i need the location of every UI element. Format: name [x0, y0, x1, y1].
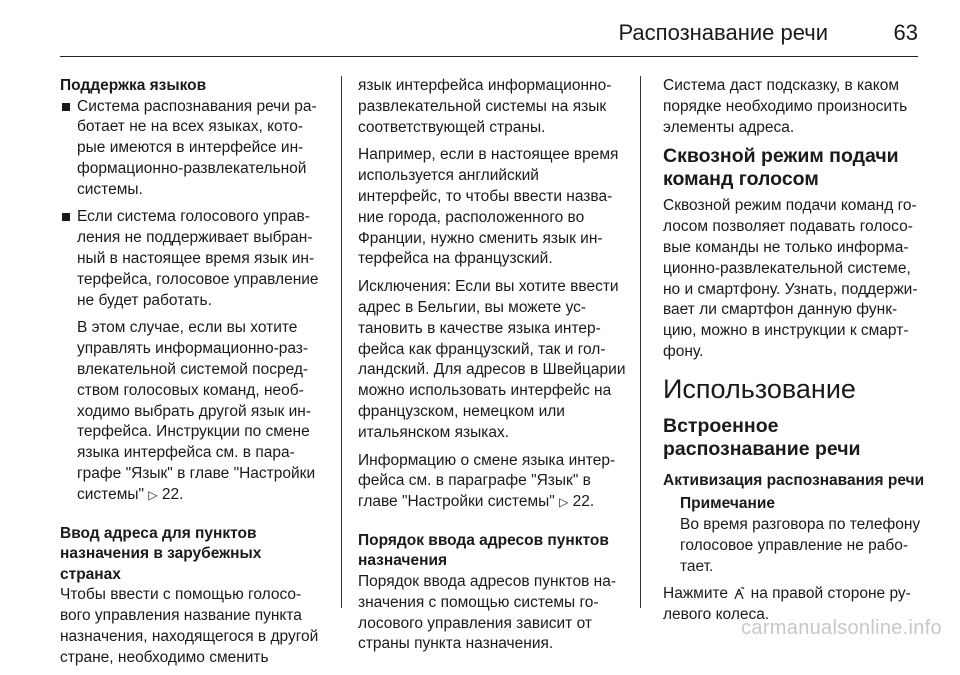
- note-block: [663, 494, 925, 577]
- subsection-heading-activation: Активизация распознавания речи: [663, 471, 925, 489]
- header-title: Распознавание речи: [618, 20, 828, 45]
- paragraph: Чтобы ввести с помощью голосового управления название пункта назначения, находящегося в другой стране, необходимо сменить: [60, 586, 319, 666]
- page-reference-icon: ▷: [148, 487, 158, 502]
- square-bullet-icon: [62, 213, 70, 221]
- paragraph-text: на правой стороне рулевого колеса.: [663, 585, 911, 624]
- paragraph: Сквозной режим подачи команд голосом позволяет подавать голосовые команды не только информационно-развлекательной системе, но и смартфону. Узнать, поддерживает ли смартфон данную функцию, можно в инструкции к смартфону.: [663, 197, 918, 360]
- column-divider-2: [640, 76, 641, 608]
- column-divider-1: [341, 76, 342, 608]
- watermark-text: carmanualsonline.info: [741, 617, 942, 639]
- column-2: [358, 76, 626, 662]
- note-text: Во время разговора по телефону голосовое управление не работает.: [680, 516, 921, 575]
- section-heading-foreign-destinations: Ввод адреса для пунктов назначения в зарубежных странах: [60, 524, 262, 583]
- page-header: [60, 18, 918, 56]
- page-reference-icon: ▷: [559, 495, 569, 510]
- section-heading-address-order: Порядок ввода адресов пунктов назначения: [358, 531, 609, 570]
- paragraph: Исключения: Если вы хотите ввести адрес в Бельгии, вы можете установить в качестве языка интерфейса как французский, так и голландский. Для адресов в Швейцарии можно использовать интерфейс на французском, немецком или итальянском языках.: [358, 278, 626, 441]
- paragraph: [358, 451, 626, 513]
- section-heading-builtin-recognition: Встроенное распознавание речи: [663, 414, 861, 460]
- bullet-item: [60, 97, 326, 201]
- chapter-heading-usage: Использование: [663, 373, 856, 404]
- bullet-text: Система распознавания речи работает не на всех языках, которые имеются в интерфейсе информационно-развлекательной системы.: [77, 97, 317, 198]
- note-title: Примечание: [680, 495, 775, 513]
- column-1: [60, 76, 326, 675]
- paragraph: язык интерфейса информационно-развлекательной системы на язык соответствующей страны.: [358, 77, 612, 136]
- paragraph-text: В этом случае, если вы хотите управлять информационно-развлекательной системой посредством голосовых команд, необходимо выбрать другой язык интерфейса. Инструкции по смене языка интерфейса см. в параграфе "Язык" в главе "Настройки системы": [77, 319, 316, 503]
- indented-paragraph: [60, 318, 326, 505]
- header-divider: [60, 56, 918, 57]
- column-3: [663, 76, 925, 633]
- paragraph: Порядок ввода адресов пунктов назначения с помощью системы голосового управления зависит от страны пункта назначения.: [358, 572, 616, 653]
- page-number: 63: [893, 20, 918, 45]
- paragraph-text: Нажмите: [663, 585, 729, 603]
- page-reference[interactable]: 22.: [572, 493, 595, 511]
- paragraph: Система даст подсказку, в каком порядке необходимо произносить элементы адреса.: [663, 77, 908, 136]
- section-heading-language-support: Поддержка языков: [60, 77, 207, 94]
- section-heading-voice-passthrough: Сквозной режим подачи команд голосом: [663, 145, 899, 191]
- paragraph: Например, если в настоящее время используется английский интерфейс, то чтобы ввести название города, расположенного во Франции, нужно сменить язык интерфейса на французский.: [358, 146, 619, 268]
- paragraph-text: Информацию о смене языка интерфейса см. в параграфе "Язык" в главе "Настройки системы": [358, 451, 616, 511]
- bullet-item: [60, 207, 326, 311]
- page-reference[interactable]: 22.: [161, 485, 184, 503]
- square-bullet-icon: [62, 103, 70, 111]
- voice-button-icon: [732, 584, 746, 605]
- bullet-text: Если система голосового управления не поддерживает выбранный в настоящее время язык интерфейса, голосовое управление не будет работать.: [77, 208, 319, 309]
